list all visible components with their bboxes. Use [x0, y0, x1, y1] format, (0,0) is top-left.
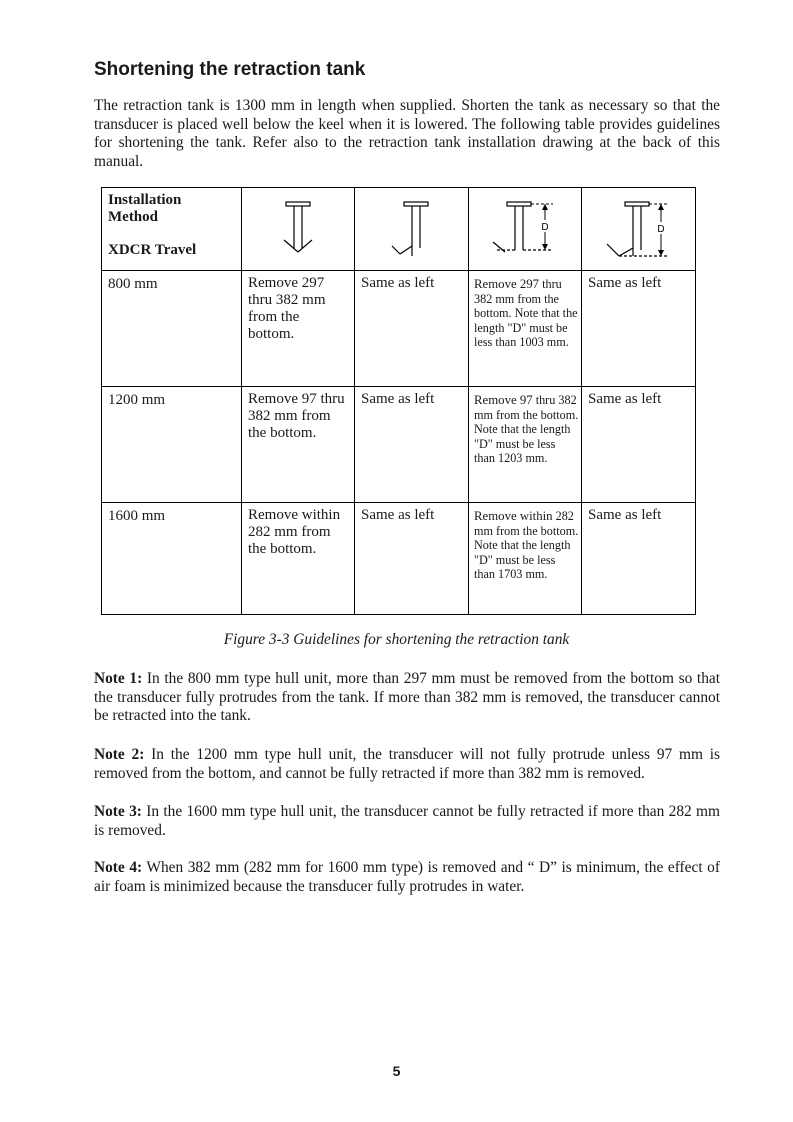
note-2	[94, 746, 720, 783]
travel-cell: 1600 mm	[102, 503, 242, 615]
guideline-lead: Remove 297	[474, 277, 540, 291]
header-icon-cell-4	[582, 188, 696, 271]
guideline-cell: Same as left	[582, 387, 696, 503]
header-icon-cell-3	[469, 188, 582, 271]
guideline-lead: Remove within	[474, 509, 553, 523]
header-method-cell	[102, 188, 242, 271]
guideline-lead: Remove 97	[474, 393, 533, 407]
note-label: Note 3:	[94, 803, 142, 820]
note-text: When 382 mm (282 mm for 1600 mm type) is removed and “ D” is minimum, the effect of air foam is minimized because the transducer fully protrudes in water.	[94, 859, 720, 895]
header-icon-cell-1	[242, 188, 355, 271]
guideline-cell: Same as left	[582, 503, 696, 615]
guideline-detail: thru 382 mm from the bottom. Note that the length "D" must be less than 1003 mm.	[474, 277, 578, 349]
note-text: In the 800 mm type hull unit, more than 297 mm must be removed from the bottom so that the transducer fully protrudes from the tank. If more than 382 mm is removed, the transducer cannot be retracted into the tank.	[94, 670, 721, 724]
note-text: In the 1200 mm type hull unit, the transducer will not fully protrude unless 97 mm is removed from the bottom, and cannot be fully retracted if more than 382 mm is removed.	[94, 746, 720, 782]
installation-method-label: Installation Method	[108, 192, 182, 225]
guideline-cell: Same as left	[582, 271, 696, 387]
page-number: 5	[392, 1063, 401, 1079]
table-row	[102, 387, 696, 503]
intro-paragraph: The retraction tank is 1300 mm in length when supplied. Shorten the tank as necessary so that the transducer is placed well below the keel when it is lowered. The following table provides guidelines for shortening the tank. Refer also to the retraction tank installation drawing at the back of this manual.	[94, 97, 720, 170]
guideline-cell: Remove 97 thru 382 mm from the bottom.	[242, 387, 355, 503]
d-label: D	[656, 224, 665, 235]
d-label: D	[541, 222, 549, 233]
guideline-cell	[469, 503, 582, 615]
guideline-cell	[469, 387, 582, 503]
figure-caption: Figure 3-3 Guidelines for shortening the retraction tank	[223, 631, 570, 648]
section-title: Shortening the retraction tank	[94, 59, 366, 80]
guideline-detail: 282 mm from the bottom. Note that the length "D" must be less than 1703 mm.	[474, 509, 579, 581]
guideline-cell: Same as left	[355, 271, 469, 387]
note-text: In the 1600 mm type hull unit, the transducer cannot be fully retracted if more than 282 mm is removed.	[94, 803, 720, 839]
table-row	[102, 503, 696, 615]
hull-mount-flat-icon	[268, 196, 328, 262]
guideline-cell: Remove within 282 mm from the bottom.	[242, 503, 355, 615]
hull-mount-flat-d-icon	[487, 196, 563, 262]
note-3	[94, 803, 720, 840]
guideline-cell: Same as left	[355, 503, 469, 615]
header-icon-cell-2	[355, 188, 469, 271]
note-label: Note 2:	[94, 746, 145, 763]
guideline-detail: thru 382 mm from the bottom. Note that the length "D" must be less than 1203 mm.	[474, 393, 579, 465]
guideline-cell: Same as left	[355, 387, 469, 503]
travel-cell: 1200 mm	[102, 387, 242, 503]
guideline-cell	[469, 271, 582, 387]
shortening-guidelines-table	[101, 187, 696, 615]
note-4	[94, 859, 720, 896]
note-label: Note 4:	[94, 859, 143, 876]
hull-mount-angled-d-icon	[601, 196, 677, 262]
xdcr-travel-label: XDCR Travel	[108, 242, 197, 258]
note-1	[94, 670, 720, 726]
note-label: Note 1:	[94, 670, 143, 687]
guideline-cell: Remove 297 thru 382 mm from the bottom.	[242, 271, 355, 387]
travel-cell: 800 mm	[102, 271, 242, 387]
hull-mount-angled-icon	[382, 196, 442, 262]
table-row	[102, 271, 696, 387]
table-header-row	[102, 188, 696, 271]
